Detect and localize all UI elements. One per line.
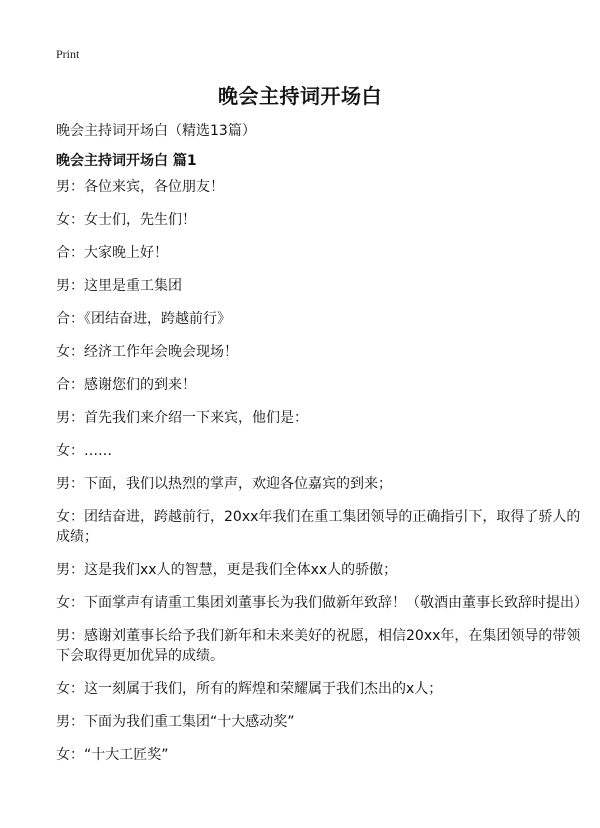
paragraph: 男：感谢刘董事长给予我们新年和未来美好的祝愿，相信20xx年，在集团领导的带领下会取得更加优异的成绩。 — [56, 628, 581, 664]
paragraph: 女：“十大工匠奖” — [56, 747, 169, 763]
document-subtitle: 晚会主持词开场白（精选13篇） — [56, 123, 256, 139]
paragraph: 男：这是我们xx人的智慧，更是我们全体xx人的骄傲； — [56, 562, 398, 578]
document-content — [56, 177, 586, 778]
paragraph: 男：各位来宾，各位朋友！ — [56, 179, 224, 195]
paragraph: 女：女士们，先生们！ — [56, 212, 196, 228]
page-title: 晚会主持词开场白 — [218, 84, 382, 108]
paragraph: 男：下面为我们重工集团“十大感动奖” — [56, 714, 295, 730]
paragraph: 女：这一刻属于我们，所有的辉煌和荣耀属于我们杰出的x人； — [56, 681, 443, 697]
paragraph: 女：下面掌声有请重工集团刘董事长为我们做新年致辞！（敬酒由董事长致辞时提出） — [56, 595, 588, 611]
paragraph: 女：经济工作年会晚会现场！ — [56, 344, 238, 360]
paragraph: 合：《团结奋进，跨越前行》 — [56, 311, 231, 327]
paragraph: 女：…… — [56, 443, 112, 459]
paragraph: 合：大家晚上好！ — [56, 245, 168, 261]
paragraph: 男：首先我们来介绍一下来宾，他们是： — [56, 410, 308, 426]
paragraph: 合：感谢您们的到来！ — [56, 377, 196, 393]
print-label: Print — [56, 47, 80, 61]
section-heading: 晚会主持词开场白 篇1 — [56, 153, 197, 169]
paragraph: 男：下面，我们以热烈的掌声，欢迎各位嘉宾的到来； — [56, 476, 392, 492]
paragraph: 男：这里是重工集团 — [56, 278, 182, 294]
paragraph: 女：团结奋进，跨越前行，20xx年我们在重工集团领导的正确指引下，取得了骄人的成绩； — [56, 509, 581, 545]
